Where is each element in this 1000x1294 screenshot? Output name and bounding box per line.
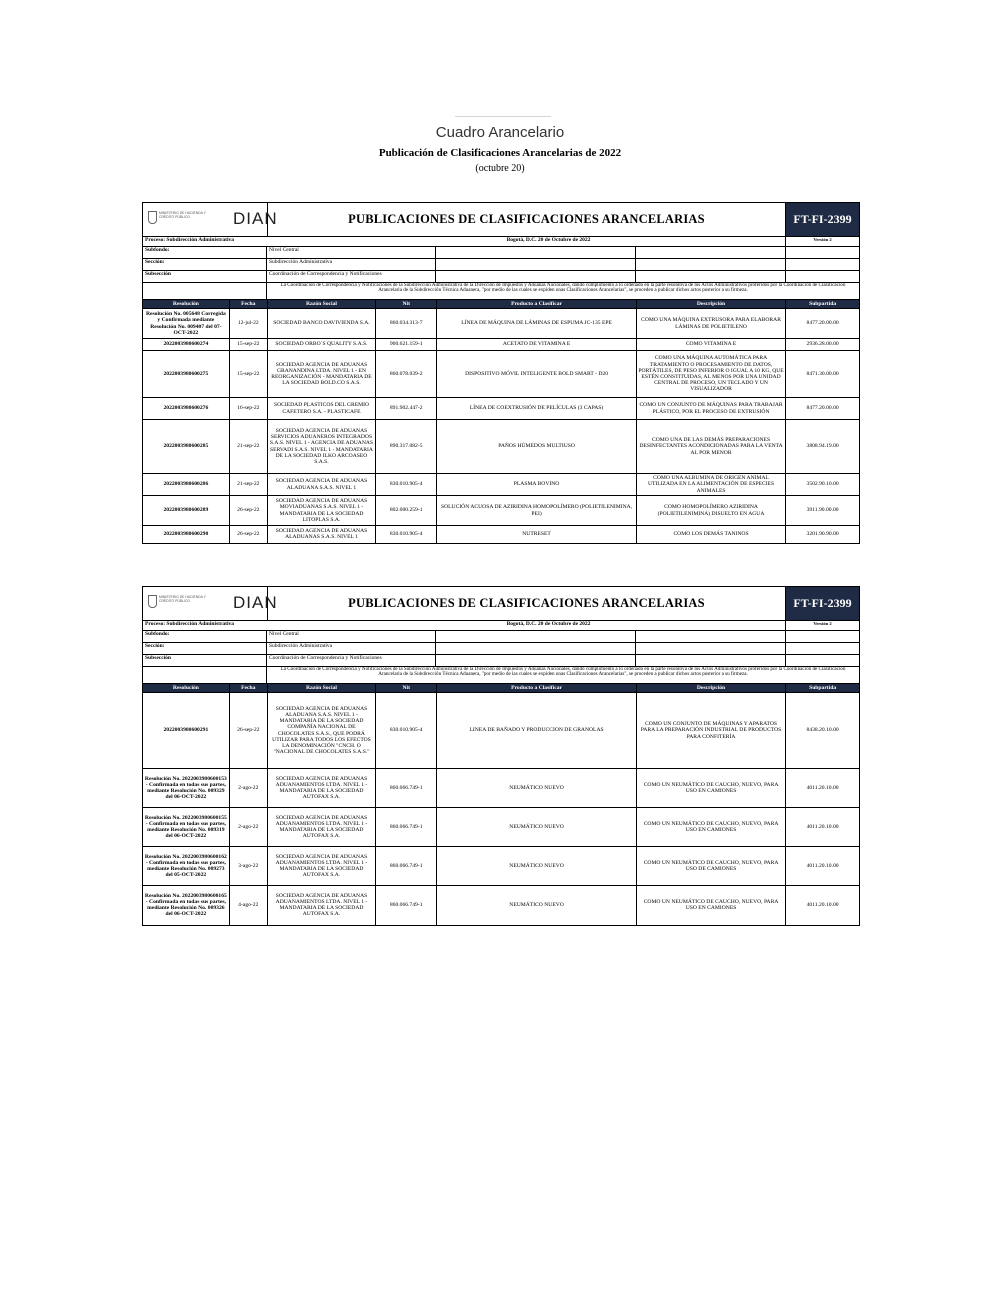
cell-producto: DISPOSITIVO MÓVIL INTELIGENTE BOLD SMART - D20	[437, 351, 637, 398]
cell-descripcion: COMO UN NEUMÁTICO DE CAUCHO, NUEVO, PARA USO EN CAMIONES	[636, 808, 785, 847]
cell-descripcion: COMO UN CONJUNTO DE MÁQUINAS PARA TRABAJAR PLÁSTICO, POR EL PROCESO DE EXTRUSIÓN	[636, 398, 785, 420]
cell-razon-social: SOCIEDAD AGENCIA DE ADUANAS ALADUANAS S.A.S. NIVEL 1	[267, 526, 375, 543]
cell-fecha: 15-sep-22	[229, 351, 267, 398]
page-title: Cuadro Arancelario	[435, 124, 565, 141]
col-header-subpartida: Subpartida	[786, 300, 859, 309]
cell-fecha: 15-sep-22	[229, 339, 267, 351]
classification-table	[143, 300, 859, 543]
subseccion-value: Coordinación de Correspondencia y Notificaciones	[267, 655, 436, 666]
cell-producto: NUTRESET	[437, 526, 637, 543]
form-title: PUBLICACIONES DE CLASIFICACIONES ARANCELARIAS	[348, 596, 705, 610]
cell-subpartida: 3502.90.10.00	[786, 474, 859, 496]
cell-resolucion: 2022003980600275	[143, 351, 229, 398]
table-row	[143, 886, 859, 925]
subfondo-row	[143, 247, 859, 259]
subseccion-label: Subsección	[143, 271, 267, 282]
cell-razon-social: SOCIEDAD ORBO´S QUALITY S.A.S.	[267, 339, 375, 351]
cell-razon-social: SOCIEDAD AGENCIA DE ADUANAS ALADUANA S.A.S. NIVEL 1 - MANDATARIA DE LA SOCIEDAD COMPAÑÍA NACIONAL DE CHOCOLATES S.A.S., QUE PODRÁ UTILIZAR PARA TODOS LOS EFECTOS LA DENOMINACIÓN "CNCH. O "NACIONAL DE CHOCOLATES S.A.S."	[267, 693, 375, 769]
col-header-subpartida: Subpartida	[786, 684, 859, 693]
form-code: FT-FI-2399	[785, 203, 859, 236]
dian-logo: DIAN	[233, 209, 278, 228]
proceso-label: Proceso: Subdirección Administrativa	[145, 621, 235, 627]
cell-subpartida: 3201.90.90.00	[786, 526, 859, 543]
table-row	[143, 420, 859, 474]
cell-producto: LÍNEA DE COEXTRUSIÓN DE PELÍCULAS (3 CAPAS)	[437, 398, 637, 420]
seccion-value: Subdirección Administrativa	[267, 259, 436, 270]
cell-fecha: 2-ago-22	[229, 808, 267, 847]
seccion-row	[143, 643, 859, 655]
cell-producto: NEUMÁTICO NUEVO	[437, 769, 637, 808]
cell-descripcion: COMO UNA DE LAS DEMÁS PREPARACIONES DESINFECTANTES ACONDICIONADAS PARA LA VENTA AL POR MENOR	[636, 420, 785, 474]
form-header	[143, 587, 859, 621]
publication-sheet-2	[142, 586, 860, 926]
ministry-logo-text: MINISTERIO DE HACIENDA Y CRÉDITO PÚBLICO	[159, 211, 206, 219]
subseccion-row	[143, 271, 859, 283]
cell-resolucion: Resolución No. 2022003980600155 - Confirmada en todas sus partes, mediante Resolución No. 009319 del 06-OCT-2022	[143, 808, 229, 847]
col-header-resolucion: Resolución	[143, 300, 229, 309]
cell-fecha: 4-ago-22	[229, 886, 267, 925]
cell-descripcion: COMO UN NEUMÁTICO DE CAUCHO, NUEVO, PARA USO DE CAMIONES	[636, 847, 785, 886]
ministry-shield-icon	[148, 595, 157, 608]
table-row	[143, 474, 859, 496]
table-row	[143, 398, 859, 420]
cell-fecha: 21-sep-22	[229, 420, 267, 474]
cell-descripcion: COMO HOMOPOLÍMERO AZIRIDINA (POLIETILENIMINA) DISUELTO EN AGUA	[636, 496, 785, 526]
cell-razon-social: SOCIEDAD AGENCIA DE ADUANAS ALADUANA S.A.S. NIVEL 1	[267, 474, 375, 496]
publication-sheet-1	[142, 202, 860, 544]
cell-producto: NEUMÁTICO NUEVO	[437, 847, 637, 886]
cell-subpartida: 2936.28.00.00	[786, 339, 859, 351]
cell-razon-social: SOCIEDAD PLASTICOS DEL GREMIO CAFETERO S.A. - PLASTICAFE	[267, 398, 375, 420]
cell-descripcion: COMO UNA MÁQUINA AUTOMÁTICA PARA TRATAMIENTO O PROCESAMIENTO DE DATOS, PORTÁTILES, DE PESO INFERIOR O IGUAL A 10 KG, QUE ESTÉN CONSTITUIDAS, AL MENOS POR UNA UNIDAD CENTRAL DE PROCESO, UN TECLADO Y UN VISUALIZADOR	[636, 351, 785, 398]
cell-razon-social: SOCIEDAD AGENCIA DE ADUANAS ADUANAMIENTOS LTDA. NIVEL 1 - MANDATARIA DE LA SOCIEDAD AUTOFAX S.A.	[267, 769, 375, 808]
page-subtitle: Publicación de Clasificaciones Arancelarias de 2022	[378, 147, 622, 159]
col-header-nit: Nit	[376, 300, 437, 309]
note-row	[143, 283, 859, 300]
cell-descripcion: COMO UN CONJUNTO DE MÁQUINAS Y APARATOS PARA LA PREPARACIÓN INDUSTRIAL DE PRODUCTOS PARA CONFITERÍA	[636, 693, 785, 769]
cell-descripcion: COMO UNA MÁQUINA EXTRUSORA PARA ELABORAR LÁMINAS DE POLIETILENO	[636, 309, 785, 339]
cell-subpartida: 8438.20.10.00	[786, 693, 859, 769]
cell-resolucion: Resolución No. 005648 Corregida y Confirmada mediante Resolución No. 009407 del 07-OCT-2022	[143, 309, 229, 339]
cell-producto: PLASMA BOVINO	[437, 474, 637, 496]
cell-resolucion: 2022003980600289	[143, 496, 229, 526]
col-header-producto: Producto a Clasificar	[437, 300, 637, 309]
cell-nit: 860.066.749-1	[376, 808, 437, 847]
cell-nit: 891.902.447-2	[376, 398, 437, 420]
form-header	[143, 203, 859, 237]
cell-razon-social: SOCIEDAD AGENCIA DE ADUANAS SERVICIOS ADUANEROS INTEGRADOS S.A.S. NIVEL 1 - AGENCIA DE ADUANAS SERVADI S.A.S. NIVEL 1 - MANDATARIA DE LA SOCIEDAD ILKO ARCOASEO S.A.S.	[267, 420, 375, 474]
cell-fecha: 21-sep-22	[229, 474, 267, 496]
cell-subpartida: 8477.20.00.00	[786, 398, 859, 420]
cell-subpartida: 8477.20.00.00	[786, 309, 859, 339]
cell-razon-social: SOCIEDAD BANCO DAVIVIENDA S.A.	[267, 309, 375, 339]
cell-descripcion: COMO VITAMINA E	[636, 339, 785, 351]
seccion-label: Sección:	[143, 643, 267, 654]
table-header-row	[143, 684, 859, 693]
table-row	[143, 769, 859, 808]
cell-nit: 830.010.905-4	[376, 693, 437, 769]
process-row	[143, 621, 859, 631]
subfondo-label: Subfondo:	[143, 247, 267, 258]
cell-producto: PAÑOS HÚMEDOS MULTIUSO	[437, 420, 637, 474]
cell-nit: 802.000.259-1	[376, 496, 437, 526]
cell-nit: 830.010.905-4	[376, 526, 437, 543]
col-header-nit: Nit	[376, 684, 437, 693]
ministry-shield-icon	[148, 211, 157, 224]
cell-nit: 900.621.159-1	[376, 339, 437, 351]
cell-fecha: 16-sep-22	[229, 398, 267, 420]
cell-resolucion: 2022003980600291	[143, 693, 229, 769]
subfondo-value: Nivel Central	[267, 247, 436, 258]
cell-resolucion: Resolución No. 2022003980600165 - Confirmada en todas sus partes, mediante Resolución No. 009326 del 06-OCT-2022	[143, 886, 229, 925]
col-header-producto: Producto a Clasificar	[437, 684, 637, 693]
cell-producto: SOLUCIÓN ACUOSA DE AZIRIDINA HOMOPOLÍMERO (POLIETILENIMINA, PEI)	[437, 496, 637, 526]
cell-resolucion: 2022003980600276	[143, 398, 229, 420]
cell-subpartida: 4011.20.10.00	[786, 769, 859, 808]
cell-subpartida: 8471.30.00.00	[786, 351, 859, 398]
proceso-label: Proceso: Subdirección Administrativa	[145, 237, 235, 243]
date-line: Bogotá, D.C. 20 de Octubre de 2022	[506, 237, 591, 243]
table-row	[143, 496, 859, 526]
table-row	[143, 526, 859, 543]
logo-block	[143, 203, 278, 236]
dian-logo: DIAN	[233, 593, 278, 612]
cell-subpartida: 4011.20.10.00	[786, 886, 859, 925]
seccion-row	[143, 259, 859, 271]
col-header-fecha: Fecha	[229, 300, 267, 309]
cell-descripcion: COMO UNA ALBUMINA DE ORIGEN ANIMAL UTILIZADA EN LA ALIMENTACIÓN DE ESPECIES ANIMALES	[636, 474, 785, 496]
ministry-logo-text: MINISTERIO DE HACIENDA Y CRÉDITO PÚBLICO	[159, 595, 206, 603]
cell-fecha: 26-sep-22	[229, 693, 267, 769]
table-row	[143, 808, 859, 847]
cell-producto: LINEA DE BAÑADO Y PRODUCCION DE GRANOLAS	[437, 693, 637, 769]
cell-fecha: 2-ago-22	[229, 769, 267, 808]
cell-subpartida: 4011.20.10.00	[786, 847, 859, 886]
cell-resolucion: 2022003980600290	[143, 526, 229, 543]
version-label: Versión 2	[785, 621, 859, 630]
cell-razon-social: SOCIEDAD AGENCIA DE ADUANAS ADUANAMIENTOS LTDA. NIVEL 1 - MANDATARIA DE LA SOCIEDAD AUTOFAX S.A.	[267, 808, 375, 847]
cell-nit: 830.010.905-4	[376, 474, 437, 496]
cell-nit: 860.034.313-7	[376, 309, 437, 339]
cell-nit: 860.066.749-1	[376, 769, 437, 808]
subseccion-label: Subsección	[143, 655, 267, 666]
cell-fecha: 26-sep-22	[229, 496, 267, 526]
logo-block	[143, 587, 278, 620]
subfondo-row	[143, 631, 859, 643]
classification-table	[143, 684, 859, 925]
subfondo-value: Nivel Central	[267, 631, 436, 642]
cell-resolucion: 2022003980600285	[143, 420, 229, 474]
publication-note: La Coordinacion de Correspondencia y Notificaciones de la Subdireccion Administrativa de la Dirección de Impuestos y Aduanas Nacionales, dando cumplimiento a lo ordenado en la parte resolutiva de los Actos Administrativos proferidos por la Coordinación de Clasificación Arancelaria de la Subdirección Técnica Aduanera, "por medio de las cuales se expiden unas Clasificaciones Arancelarias", se proceden a publicar dichos actos posterior a su firmeza.	[280, 283, 846, 294]
date-line: Bogotá, D.C. 20 de Octubre de 2022	[506, 621, 591, 627]
cell-nit: 860.078.039-2	[376, 351, 437, 398]
cell-descripcion: COMO UN NEUMÁTICO DE CAUCHO, NUEVO, PARA USO EN CAMIONES	[636, 769, 785, 808]
table-header-row	[143, 300, 859, 309]
table-row	[143, 351, 859, 398]
cell-nit: 860.066.749-1	[376, 886, 437, 925]
cell-producto: NEUMÁTICO NUEVO	[437, 886, 637, 925]
process-row	[143, 237, 859, 247]
page-date: (octubre 20)	[475, 163, 525, 174]
table-row	[143, 693, 859, 769]
cell-nit: 890.317.082-5	[376, 420, 437, 474]
col-header-resolucion: Resolución	[143, 684, 229, 693]
cell-razon-social: SOCIEDAD AGENCIA DE ADUANAS ADUANAMIENTOS LTDA. NIVEL 1 - MANDATARIA DE LA SOCIEDAD AUTOFAX S.A.	[267, 886, 375, 925]
cell-subpartida: 3808.94.19.00	[786, 420, 859, 474]
cell-descripcion: COMO LOS DEMÁS TANINOS	[636, 526, 785, 543]
table-row	[143, 847, 859, 886]
cell-razon-social: SOCIEDAD AGENCIA DE ADUANAS GRANANDINA LTDA. NIVEL 1 - EN REORGANIZACIÓN - MANDATARIA DE LA SOCIEDAD BOLD.CO S.A.S.	[267, 351, 375, 398]
table-row	[143, 339, 859, 351]
cell-razon-social: SOCIEDAD AGENCIA DE ADUANAS MOVIADUANAS S.A.S. NIVEL 1 - MANDATARIA DE LA SOCIEDAD LITOPLAS S.A.	[267, 496, 375, 526]
seccion-value: Subdirección Administrativa	[267, 643, 436, 654]
cell-fecha: 3-ago-22	[229, 847, 267, 886]
col-header-descripcion: Descripción	[636, 684, 785, 693]
publication-note: La Coordinacion de Correspondencia y Notificaciones de la Subdireccion Administrativa de la Dirección de Impuestos y Aduanas Nacionales, dando cumplimiento a lo ordenado en la parte resolutiva de los Actos Administrativos proferidos por la Coordinación de Clasificación Arancelaria de la Subdirección Técnica Aduanera, "por medio de las cuales se expiden unas Clasificaciones Arancelarias", se proceden a publicar dichos actos posterior a su firmeza.	[280, 667, 846, 678]
col-header-fecha: Fecha	[229, 684, 267, 693]
cell-producto: ACETATO DE VITAMINA E	[437, 339, 637, 351]
cell-subpartida: 4011.20.10.00	[786, 808, 859, 847]
cell-descripcion: COMO UN NEUMÁTICO DE CAUCHO, NUEVO, PARA USO EN CAMIONES	[636, 886, 785, 925]
subseccion-row	[143, 655, 859, 667]
form-code: FT-FI-2399	[785, 587, 859, 620]
cell-resolucion: Resolución No. 2022003980600162 - Confirmada en todas sus partes, mediante Resolución No. 009273 del 05-OCT-2022	[143, 847, 229, 886]
col-header-descripcion: Descripción	[636, 300, 785, 309]
col-header-razon-social: Razón Social	[267, 684, 375, 693]
cell-resolucion: Resolución No. 2022003980600153 - Confirmada en todas sus partes, mediante Resolución No. 009329 del 06-OCT-2022	[143, 769, 229, 808]
form-title: PUBLICACIONES DE CLASIFICACIONES ARANCELARIAS	[348, 212, 705, 226]
cell-fecha: 12-jul-22	[229, 309, 267, 339]
top-rule	[455, 116, 551, 117]
cell-resolucion: 2022003980600274	[143, 339, 229, 351]
note-row	[143, 667, 859, 684]
cell-subpartida: 3911.90.00.00	[786, 496, 859, 526]
subfondo-label: Subfondo:	[143, 631, 267, 642]
table-row	[143, 309, 859, 339]
version-label: Versión 2	[785, 237, 859, 246]
seccion-label: Sección:	[143, 259, 267, 270]
cell-razon-social: SOCIEDAD AGENCIA DE ADUANAS ADUANAMIENTOS LTDA. NIVEL 1 - MANDATARIA DE LA SOCIEDAD AUTOFAX S.A.	[267, 847, 375, 886]
cell-producto: LÍNEA DE MÁQUINA DE LÁMINAS DE ESPUMA JC-135 EPE	[437, 309, 637, 339]
subseccion-value: Coordinación de Correspondencia y Notificaciones	[267, 271, 436, 282]
cell-producto: NEUMÁTICO NUEVO	[437, 808, 637, 847]
cell-nit: 860.066.749-1	[376, 847, 437, 886]
col-header-razon-social: Razón Social	[267, 300, 375, 309]
cell-resolucion: 2022003980600286	[143, 474, 229, 496]
cell-fecha: 26-sep-22	[229, 526, 267, 543]
